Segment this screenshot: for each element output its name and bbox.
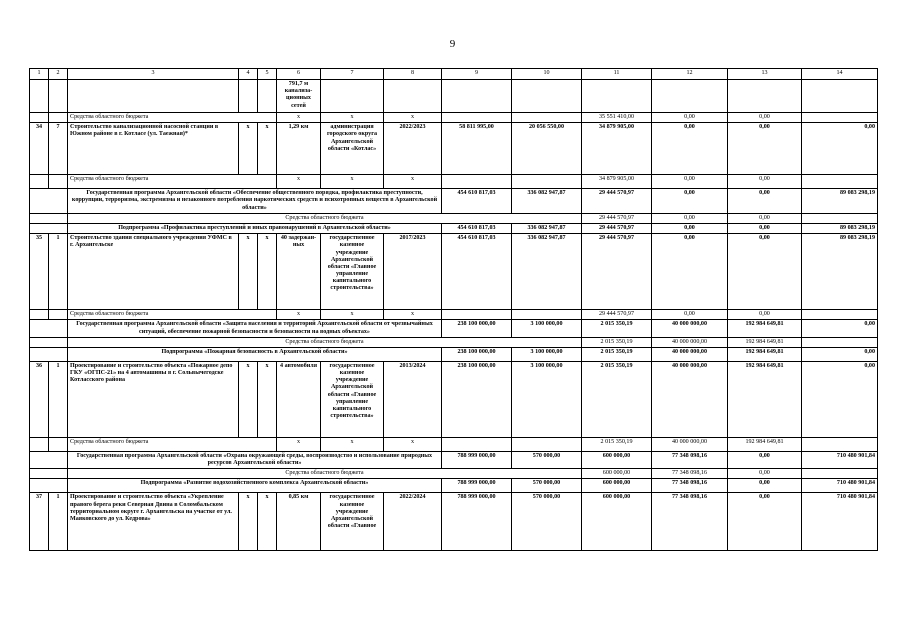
table-row-funding-source xyxy=(30,437,878,451)
table-row-subprogram xyxy=(30,479,878,493)
col-header: 2 xyxy=(49,69,68,80)
cell: 0,00 xyxy=(728,213,802,223)
cell: х xyxy=(277,175,321,189)
cell: 600 000,00 xyxy=(582,479,652,493)
cell: 0,00 xyxy=(652,123,728,175)
period-cell: 2017/2023 xyxy=(384,234,442,310)
row-subnumber: 1 xyxy=(49,493,68,551)
cell: 710 480 901,84 xyxy=(802,493,878,551)
cell: х xyxy=(239,123,258,175)
cell: 0,00 xyxy=(728,234,802,310)
object-name: Строительство здания специального учреждения УФМС в г. Архангельске xyxy=(68,234,239,310)
cell: 710 480 901,84 xyxy=(802,451,878,468)
col-header: 10 xyxy=(512,69,582,80)
cell: 89 083 298,19 xyxy=(802,189,878,214)
cell: 2 015 350,19 xyxy=(582,347,652,361)
col-header: 11 xyxy=(582,69,652,80)
capital-investment-table xyxy=(29,68,878,551)
cell: 29 444 570,97 xyxy=(582,234,652,310)
capacity-cell: 4 автомобиля xyxy=(277,361,321,437)
cell: х xyxy=(321,175,384,189)
row-number: 37 xyxy=(30,493,49,551)
cell: 238 100 000,00 xyxy=(442,320,512,337)
cell: х xyxy=(321,310,384,320)
row-subnumber: 1 xyxy=(49,234,68,310)
period-cell: 2022/2024 xyxy=(384,493,442,551)
cell: 3 100 000,00 xyxy=(512,361,582,437)
col-header: 14 xyxy=(802,69,878,80)
table-row-funding-source xyxy=(30,310,878,320)
cell: 570 000,00 xyxy=(512,493,582,551)
cell: х xyxy=(321,113,384,123)
period-cell: 2013/2024 xyxy=(384,361,442,437)
cell: 192 984 649,81 xyxy=(728,320,802,337)
cell: х xyxy=(384,113,442,123)
col-header: 12 xyxy=(652,69,728,80)
customer-cell: администрация городского округа Архангельской области «Котлас» xyxy=(321,123,384,175)
capacity-cell: 0,85 км xyxy=(277,493,321,551)
cell: 0,00 xyxy=(652,213,728,223)
cell: х xyxy=(384,310,442,320)
cell: 192 984 649,81 xyxy=(728,361,802,437)
cell: х xyxy=(277,310,321,320)
funding-source-label: Средства областного бюджета xyxy=(68,337,582,347)
capacity-cell: 1,29 км xyxy=(277,123,321,175)
cell: 40 000 000,00 xyxy=(652,347,728,361)
cell: 34 879 905,00 xyxy=(582,175,652,189)
cell: 788 999 000,00 xyxy=(442,451,512,468)
cell: 0,00 xyxy=(728,479,802,493)
table-row-state-program xyxy=(30,320,878,337)
cell: х xyxy=(384,437,442,451)
funding-source-label: Средства областного бюджета xyxy=(68,213,582,223)
cell: 0,00 xyxy=(728,113,802,123)
object-name: Строительство канализационной насосной станции в Южном районе в г. Котласе (ул. Таежная)* xyxy=(68,123,239,175)
cell: 2 015 350,19 xyxy=(582,361,652,437)
cell: 336 082 947,87 xyxy=(512,189,582,214)
cell: 238 100 000,00 xyxy=(442,347,512,361)
cell: 34 879 905,00 xyxy=(582,123,652,175)
table-row-subprogram xyxy=(30,223,878,233)
table-row-object-35 xyxy=(30,234,878,310)
cell: 40 000 000,00 xyxy=(652,337,728,347)
table-row-funding-source xyxy=(30,469,878,479)
table-row-object-36 xyxy=(30,361,878,437)
funding-source-label: Средства областного бюджета xyxy=(68,437,277,451)
col-header: 8 xyxy=(384,69,442,80)
cell: 336 082 947,87 xyxy=(512,234,582,310)
table-row-object-37 xyxy=(30,493,878,551)
col-header: 9 xyxy=(442,69,512,80)
customer-cell: государственное казенное учреждение Архангельской области «Главное xyxy=(321,493,384,551)
cell: 29 444 570,97 xyxy=(582,213,652,223)
cell: х xyxy=(258,234,277,310)
cell: 29 444 570,97 xyxy=(582,310,652,320)
cell: 40 000 000,00 xyxy=(652,320,728,337)
cell: 0,00 xyxy=(802,347,878,361)
subprogram-title: Подпрограмма «Пожарная безопасность в Архангельской области» xyxy=(68,347,442,361)
cell: 788 999 000,00 xyxy=(442,479,512,493)
table-row-continuation xyxy=(30,80,878,113)
cell: х xyxy=(239,361,258,437)
cell: 192 984 649,81 xyxy=(728,337,802,347)
row-subnumber: 1 xyxy=(49,361,68,437)
row-subnumber: 7 xyxy=(49,123,68,175)
cell: 600 000,00 xyxy=(582,469,652,479)
cell: х xyxy=(384,175,442,189)
cell: 0,00 xyxy=(652,223,728,233)
cell: 710 480 901,84 xyxy=(802,479,878,493)
cell: 192 984 649,81 xyxy=(728,437,802,451)
cell: 89 083 298,19 xyxy=(802,234,878,310)
cell: 336 082 947,87 xyxy=(512,223,582,233)
cell: х xyxy=(258,361,277,437)
cell: 0,00 xyxy=(728,123,802,175)
cell: 0,00 xyxy=(728,189,802,214)
cell: 0,00 xyxy=(728,223,802,233)
cell: 3 100 000,00 xyxy=(512,320,582,337)
cell: 29 444 570,97 xyxy=(582,223,652,233)
cell: 0,00 xyxy=(802,320,878,337)
row-number: 35 xyxy=(30,234,49,310)
cell: х xyxy=(258,123,277,175)
cell: х xyxy=(258,493,277,551)
state-program-title: Государственная программа Архангельской области «Обеспечение общественного порядка, профилактика преступности, коррупции, терроризма, экстремизма и незаконного потребления наркотических средств и психотропных веществ в Архангельской области» xyxy=(68,189,442,214)
state-program-title: Государственная программа Архангельской области «Защита населения и территорий Архангельской области от чрезвычайных ситуаций, обеспечение пожарной безопасности и безопасности на водных объектах» xyxy=(68,320,442,337)
funding-source-label: Средства областного бюджета xyxy=(68,175,277,189)
cell: 0,00 xyxy=(728,451,802,468)
cell: 89 083 298,19 xyxy=(802,223,878,233)
cell: 2 015 350,19 xyxy=(582,437,652,451)
capacity-cell: 40 задержан-ных xyxy=(277,234,321,310)
period-cell: 2022/2023 xyxy=(384,123,442,175)
table-row-funding-source xyxy=(30,213,878,223)
cell: 0,00 xyxy=(802,361,878,437)
row-number: 36 xyxy=(30,361,49,437)
object-name: Проектирование и строительство объекта «Пожарное депо ГКУ «ОГПС-21» на 4 автомашины в г. Сольвычегодске Котласского района xyxy=(68,361,239,437)
cell: 600 000,00 xyxy=(582,493,652,551)
cell: 0,00 xyxy=(728,310,802,320)
cell: 0,00 xyxy=(728,493,802,551)
table-row-subprogram xyxy=(30,347,878,361)
cell: 454 610 817,03 xyxy=(442,234,512,310)
cell: 0,00 xyxy=(728,469,802,479)
cell: 2 015 350,19 xyxy=(582,320,652,337)
cell: 29 444 570,97 xyxy=(582,189,652,214)
cell: х xyxy=(239,493,258,551)
cell: 35 551 410,00 xyxy=(582,113,652,123)
table-row-funding-source xyxy=(30,113,878,123)
cell: 77 348 098,16 xyxy=(652,493,728,551)
cell: х xyxy=(277,113,321,123)
table-row-state-program xyxy=(30,451,878,468)
cell: 77 348 098,16 xyxy=(652,469,728,479)
cell: 77 348 098,16 xyxy=(652,451,728,468)
cell: 3 100 000,00 xyxy=(512,347,582,361)
cell: 600 000,00 xyxy=(582,451,652,468)
subprogram-title: Подпрограмма «Профилактика преступлений и иных правонарушений в Архангельской области» xyxy=(68,223,442,233)
table-row-funding-source xyxy=(30,337,878,347)
row-number: 34 xyxy=(30,123,49,175)
cell: 20 056 550,00 xyxy=(512,123,582,175)
funding-source-label: Средства областного бюджета xyxy=(68,113,277,123)
col-header: 1 xyxy=(30,69,49,80)
cell: 454 610 817,03 xyxy=(442,223,512,233)
cell: 570 000,00 xyxy=(512,451,582,468)
col-header: 7 xyxy=(321,69,384,80)
cell: 788 999 000,00 xyxy=(442,493,512,551)
cell: 0,00 xyxy=(652,310,728,320)
column-number-row xyxy=(30,69,878,80)
col-header: 13 xyxy=(728,69,802,80)
col-header: 6 xyxy=(277,69,321,80)
funding-source-label: Средства областного бюджета xyxy=(68,469,582,479)
cell: 2 015 350,19 xyxy=(582,337,652,347)
cell: 238 100 000,00 xyxy=(442,361,512,437)
table-row-object-34 xyxy=(30,123,878,175)
capacity-cell: 791,7 м канализа-ционных сетей xyxy=(277,80,321,113)
col-header: 5 xyxy=(258,69,277,80)
cell: х xyxy=(239,234,258,310)
cell: 570 000,00 xyxy=(512,479,582,493)
cell: 40 000 000,00 xyxy=(652,437,728,451)
table-row-state-program xyxy=(30,189,878,214)
cell: 0,00 xyxy=(652,189,728,214)
customer-cell: государственное казенное учреждение Архангельской области «Главное управление капитального строительства» xyxy=(321,234,384,310)
cell: х xyxy=(321,437,384,451)
cell: 0,00 xyxy=(652,234,728,310)
cell: 0,00 xyxy=(728,175,802,189)
customer-cell: государственное казенное учреждение Архангельской области «Главное управление капитального строительства» xyxy=(321,361,384,437)
subprogram-title: Подпрограмма «Развитие водохозяйственного комплекса Архангельской области» xyxy=(68,479,442,493)
cell: 58 811 995,00 xyxy=(442,123,512,175)
object-name: Проектирование и строительство объекта «Укрепление правого берега реки Северная Двина в Соломбальском территориальном округе г. Архангельска на участке от ул. Маяковского до ул. Кедрова» xyxy=(68,493,239,551)
page-number: 9 xyxy=(449,38,456,50)
cell: 454 610 817,03 xyxy=(442,189,512,214)
col-header: 3 xyxy=(68,69,239,80)
cell: 0,00 xyxy=(652,175,728,189)
cell: 0,00 xyxy=(802,123,878,175)
state-program-title: Государственная программа Архангельской области «Охрана окружающей среды, воспроизводство и использование природных ресурсов Архангельской области» xyxy=(68,451,442,468)
cell: 0,00 xyxy=(652,113,728,123)
cell: 77 348 098,16 xyxy=(652,479,728,493)
cell: х xyxy=(277,437,321,451)
col-header: 4 xyxy=(239,69,258,80)
cell: 40 000 000,00 xyxy=(652,361,728,437)
table-row-funding-source xyxy=(30,175,878,189)
cell: 192 984 649,81 xyxy=(728,347,802,361)
funding-source-label: Средства областного бюджета xyxy=(68,310,277,320)
